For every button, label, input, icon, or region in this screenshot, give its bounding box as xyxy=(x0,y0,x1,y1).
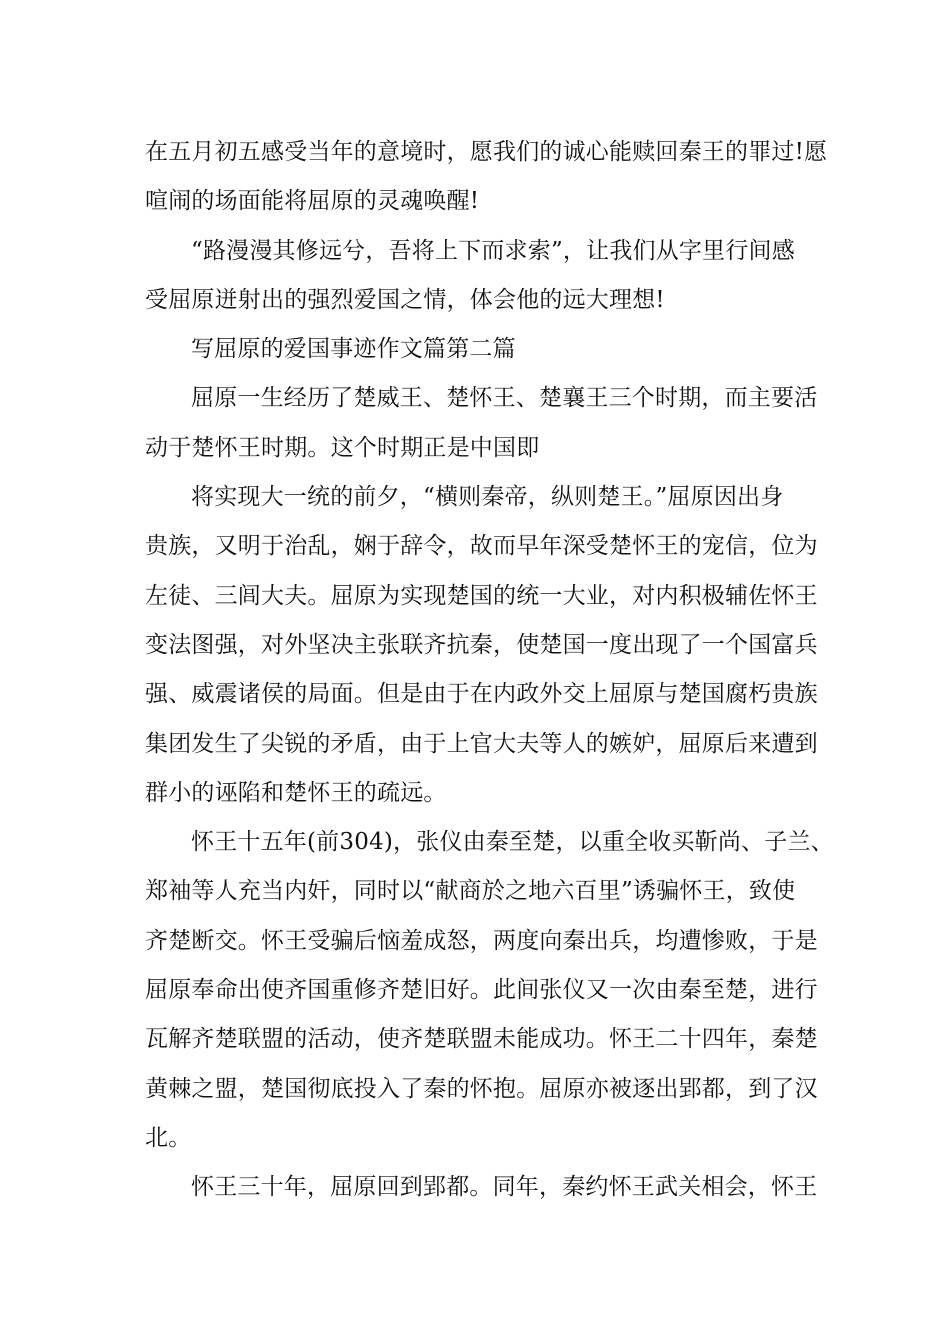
text-line: 集团发生了尖锐的矛盾，由于上官大夫等人的嫉妒，屈原后来遭到 xyxy=(145,730,818,757)
text-line: “路漫漫其修远兮，吾将上下而求索”，让我们从字里行间感 xyxy=(191,237,795,264)
text-line: 贵族，又明于治乱，娴于辞令，故而早年深受楚怀王的宠信，位为 xyxy=(145,533,818,560)
text-line: 将实现大一统的前夕，“横则秦帝，纵则楚王。”屈原因出身 xyxy=(191,484,784,511)
text-line: 齐楚断交。怀王受骗后恼羞成怒，两度向秦出兵，均遭惨败，于是 xyxy=(145,927,818,954)
text-line: 强、威震诸侯的局面。但是由于在内政外交上屈原与楚国腐朽贵族 xyxy=(145,681,818,708)
text-line: 屈原奉命出使齐国重修齐楚旧好。此间张仪又一次由秦至楚，进行 xyxy=(145,977,818,1004)
text-line: 喧闹的场面能将屈原的灵魂唤醒! xyxy=(145,188,480,215)
text-line: 瓦解齐楚联盟的活动，使齐楚联盟未能成功。怀王二十四年，秦楚 xyxy=(145,1026,818,1053)
text-line: 黄棘之盟，楚国彻底投入了秦的怀抱。屈原亦被逐出郢都，到了汉 xyxy=(145,1075,818,1102)
text-line: 屈原一生经历了楚威王、楚怀王、楚襄王三个时期，而主要活 xyxy=(191,385,818,412)
text-line: 受屈原迸射出的强烈爱国之情，体会他的远大理想! xyxy=(145,286,665,313)
text-line: 郑袖等人充当内奸，同时以“献商於之地六百里”诱骗怀王，致使 xyxy=(145,878,796,905)
text-line: 怀王三十年，屈原回到郢都。同年，秦约怀王武关相会，怀王 xyxy=(191,1174,818,1201)
text-line: 变法图强，对外坚决主张联齐抗秦，使楚国一度出现了一个国富兵 xyxy=(145,631,818,658)
text-line: 左徒、三闾大夫。屈原为实现楚国的统一大业，对内积极辅佐怀王 xyxy=(145,582,818,609)
text-line: 动于楚怀王时期。这个时期正是中国即 xyxy=(145,434,540,461)
text-line: 北。 xyxy=(145,1124,192,1151)
text-line: 怀王十五年(前304)，张仪由秦至楚，以重全收买靳尚、子兰、 xyxy=(191,829,834,856)
text-line: 在五月初五感受当年的意境时，愿我们的诚心能赎回秦王的罪过!愿 xyxy=(145,139,828,165)
section-heading: 写屈原的爱国事迹作文篇第二篇 xyxy=(191,336,516,363)
text-line: 群小的诬陷和楚怀王的疏远。 xyxy=(145,779,447,806)
document-body xyxy=(145,128,834,1213)
